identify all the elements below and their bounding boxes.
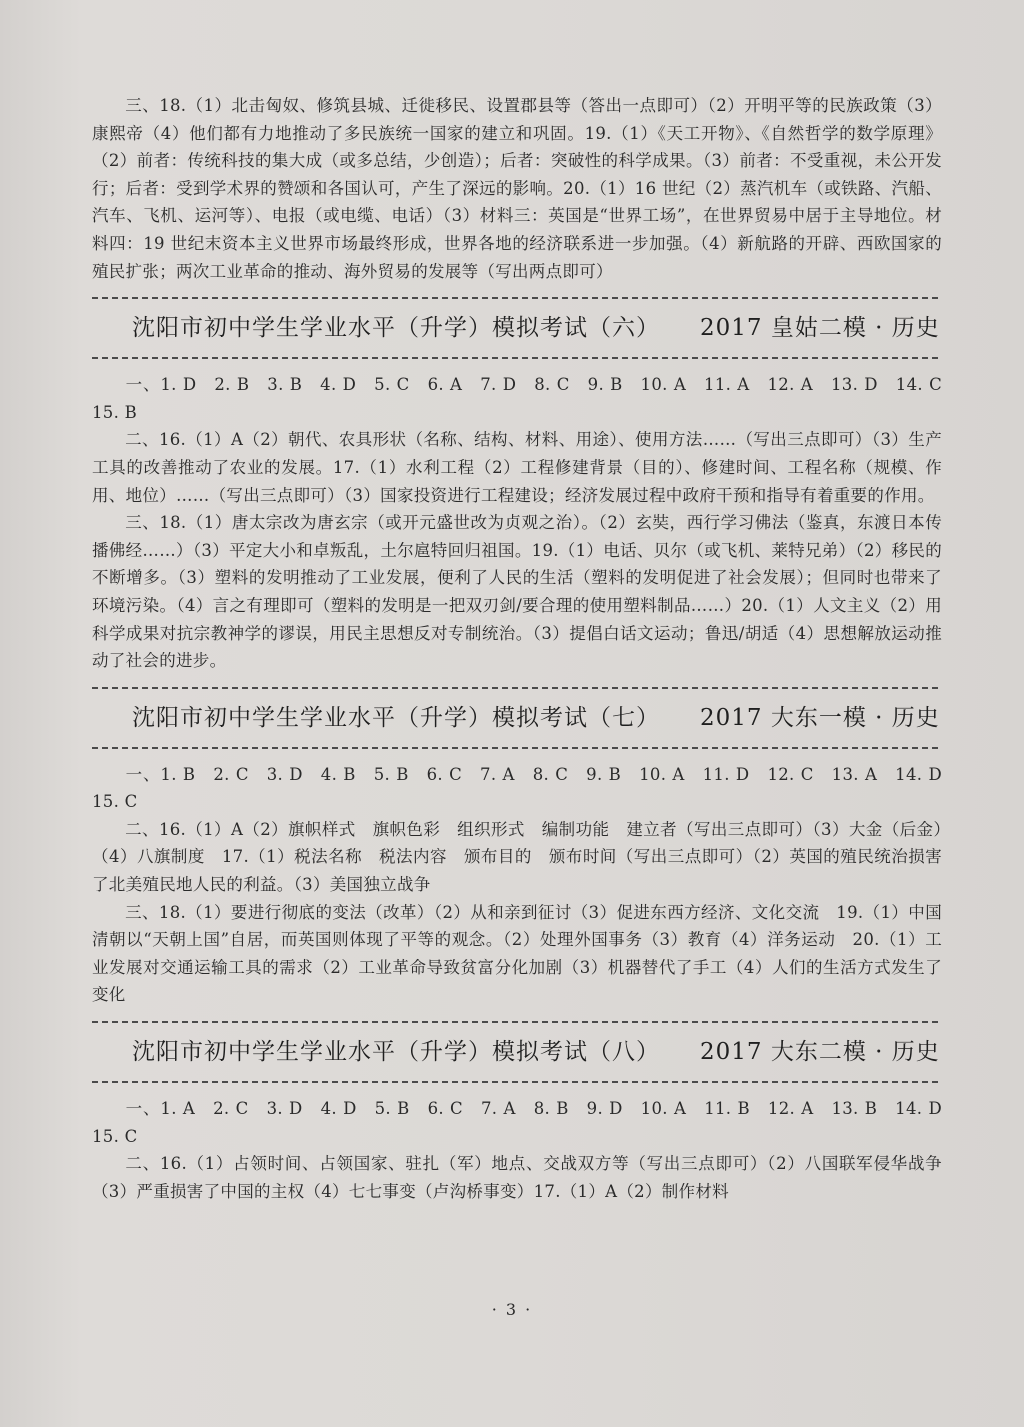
paragraph: 一、1. A 2. C 3. D 4. D 5. B 6. C 7. A 8. B 9. D 10. A 11. B 12. A 13. B 14. D 15. C xyxy=(92,1099,959,1146)
section-title xyxy=(92,299,942,357)
section-exam-8 xyxy=(92,1095,959,1205)
divider xyxy=(92,1081,938,1083)
divider xyxy=(92,747,938,749)
section-exam-7 xyxy=(92,761,959,1009)
paragraph: 二、16.（1）A（2）朝代、农具形状（名称、结构、材料、用途）、使用方法……（写出三点即可）（3）生产工具的改善推动了农业的发展。17.（1）水利工程（2）工程修建背景（目的）、修建时间、工程名称（规模、作用、地位）……（写出三点即可）（3）国家投资进行工程建设；经济发展过程中政府干预和指导有着重要的作用。 xyxy=(92,430,942,505)
divider xyxy=(92,357,938,359)
exam-title: 沈阳市初中学生学业水平（升学）模拟考试（七） xyxy=(132,704,660,731)
page-number: · 3 · xyxy=(491,1300,533,1319)
section-title xyxy=(92,689,942,747)
paragraph: 一、1. B 2. C 3. D 4. B 5. B 6. C 7. A 8. C 9. B 10. A 11. D 12. C 13. A 14. D 15. C xyxy=(92,764,959,812)
paragraph: 二、16.（1）占领时间、占领国家、驻扎（军）地点、交战双方等（写出三点即可）（2）八国联军侵华战争（3）严重损害了中国的主权（4）七七事变（卢沟桥事变）17.（1）A（2）制作材料 xyxy=(92,1154,942,1201)
page-content xyxy=(92,92,959,1205)
paragraph: 三、18.（1）要进行彻底的变法（改革）（2）从和亲到征讨（3）促进东西方经济、文化交流 19.（1）中国清朝以“天朝上国”自居，而英国则体现了平等的观念。（2）处理外国事务（3）教育（4）洋务运动 20.（1）工业发展对交通运输工具的需求（2）工业革命导致贫富分化加剧（3）机器替代了手工（4）人们的生活方式发生了变化 xyxy=(92,902,942,1005)
paragraph: 三、18.（1）唐太宗改为唐玄宗（或开元盛世改为贞观之治）。（2）玄奘，西行学习佛法（鉴真，东渡日本传播佛经……）（3）平定大小和卓叛乱，土尔扈特回归祖国。19.（1）电话、贝尔（或飞机、莱特兄弟）（2）移民的不断增多。（3）塑料的发明推动了工业发展，便利了人民的生活（塑料的发明促进了社会发展）；但同时也带来了环境污染。（4）言之有理即可（塑料的发明是一把双刃剑/要合理的使用塑料制品……）20.（1）人文主义（2）用科学成果对抗宗教神学的谬误，用民主思想反对专制统治。（3）提倡白话文运动；鲁迅/胡适（4）思想解放运动推动了社会的进步。 xyxy=(92,513,942,671)
section-exam-6 xyxy=(92,371,959,675)
exam-subtitle: 2017 大东一模 · 历史 xyxy=(700,704,940,731)
section-continued xyxy=(92,92,942,285)
paragraph: 二、16.（1）A（2）旗帜样式 旗帜色彩 组织形式 编制功能 建立者（写出三点即可）（3）大金（后金）（4）八旗制度 17.（1）税法名称 税法内容 颁布目的 颁布时间（写出三点即可）（2）英国的殖民统治损害了北美殖民地人民的利益。（3）美国独立战争 xyxy=(92,819,942,895)
exam-subtitle: 2017 皇姑二模 · 历史 xyxy=(700,315,940,342)
exam-title: 沈阳市初中学生学业水平（升学）模拟考试（八） xyxy=(132,1039,660,1066)
paragraph: 三、18.（1）北击匈奴、修筑县城、迁徙移民、设置郡县等（答出一点即可）（2）开明平等的民族政策（3）康熙帝（4）他们都有力地推动了多民族统一国家的建立和巩固。19.（1）《天工开物》、《自然哲学的数学原理》（2）前者：传统科技的集大成（或多总结，少创造）；后者：突破性的科学成果。（3）前者：不受重视，未公开发行；后者：受到学术界的赞颂和各国认可，产生了深远的影响。20.（1）16 世纪（2）蒸汽机车（或铁路、汽船、汽车、飞机、运河等）、电报（或电缆、电话）（3）材料三：英国是“世界工场”，在世界贸易中居于主导地位。材料四：19 世纪末资本主义世界市场最终形成，世界各地的经济联系进一步加强。（4）新航路的开辟、西欧国家的殖民扩张；两次工业革命的推动、海外贸易的发展等（写出两点即可） xyxy=(92,96,942,281)
section-title xyxy=(92,1023,942,1081)
paragraph: 一、1. D 2. B 3. B 4. D 5. C 6. A 7. D 8. C 9. B 10. A 11. A 12. A 13. D 14. C 15. B xyxy=(92,375,959,422)
exam-subtitle: 2017 大东二模 · 历史 xyxy=(700,1039,940,1066)
exam-title: 沈阳市初中学生学业水平（升学）模拟考试（六） xyxy=(132,315,660,342)
